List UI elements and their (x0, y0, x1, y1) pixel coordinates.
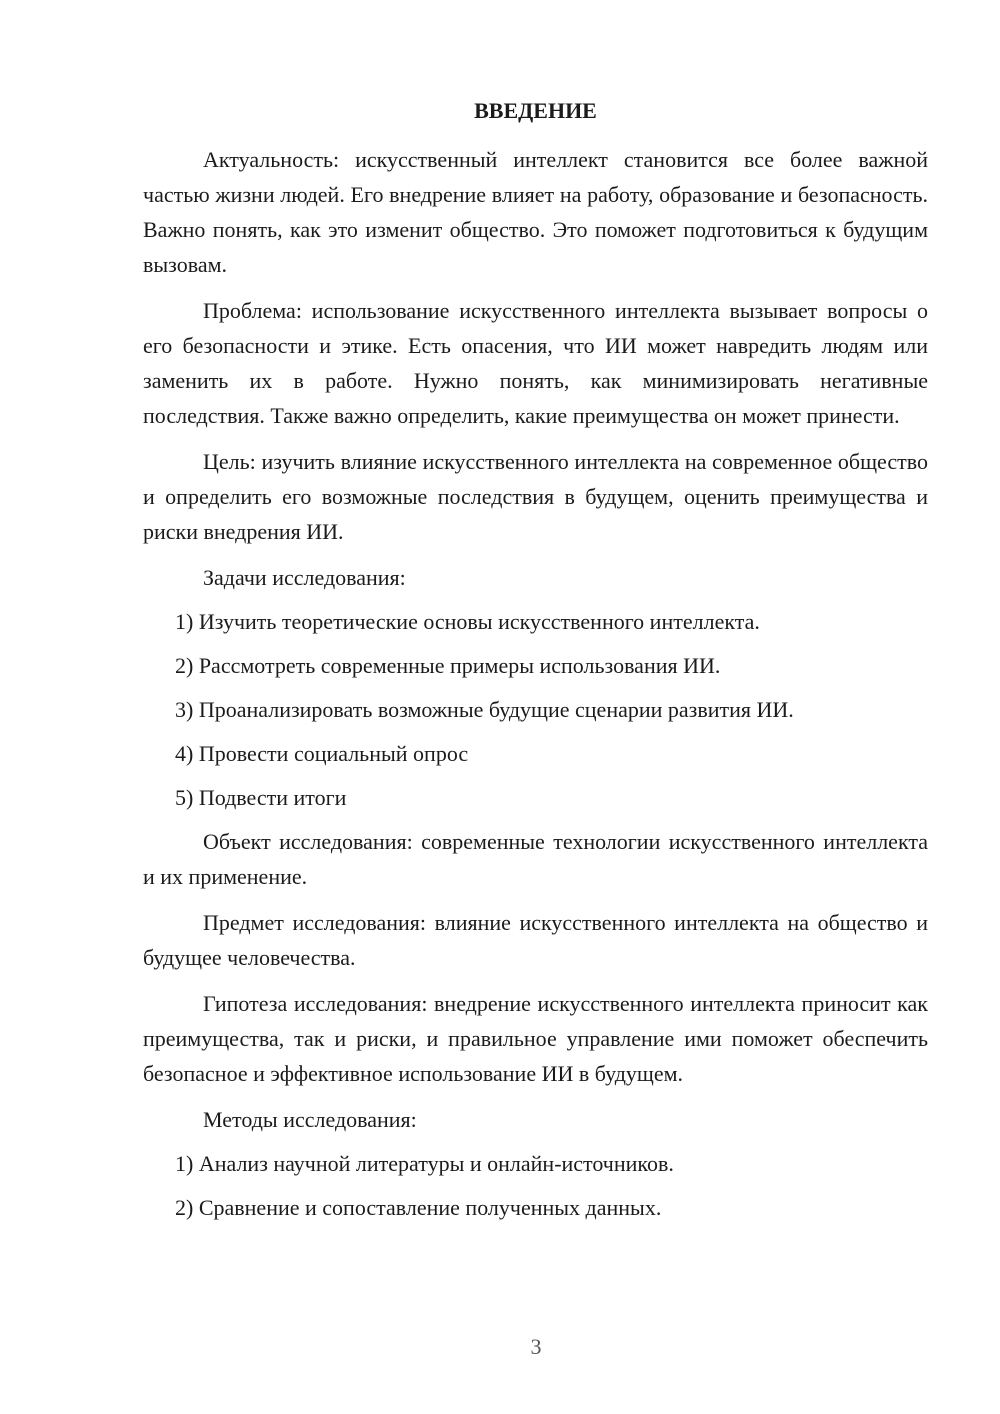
subject-paragraph: Предмет исследования: влияние искусственного интеллекта на общество и будущее человечества. (143, 910, 928, 970)
page-number: 3 (530, 1334, 542, 1359)
list-item: 1) Анализ научной литературы и онлайн-источников. (175, 1151, 674, 1176)
tasks-list (143, 604, 928, 815)
hypothesis-paragraph: Гипотеза исследования: внедрение искусственного интеллекта приносит как преимущества, так и риски, и правильное управление ими поможет обеспечить безопасное и эффективное использование ИИ в будущем. (143, 991, 928, 1086)
list-item: 2) Сравнение и сопоставление полученных данных. (175, 1195, 662, 1220)
problem-paragraph: Проблема: использование искусственного интеллекта вызывает вопросы о его безопасности и этике. Есть опасения, что ИИ может навредить людям или заменить их в работе. Нужно понять, как минимизировать негативные последствия. Также важно определить, какие преимущества он может принести. (143, 298, 928, 428)
list-item: 1) Изучить теоретические основы искусственного интеллекта. (175, 609, 760, 634)
document-page (143, 96, 928, 1234)
list-item: 2) Рассмотреть современные примеры использования ИИ. (175, 653, 721, 678)
page-title: ВВЕДЕНИЕ (474, 98, 597, 123)
list-item: 4) Провести социальный опрос (175, 741, 469, 766)
methods-list (143, 1146, 928, 1225)
tasks-title: Задачи исследования: (203, 565, 406, 590)
object-paragraph: Объект исследования: современные технологии искусственного интеллекта и их применение. (143, 829, 928, 889)
methods-title: Методы исследования: (203, 1107, 417, 1132)
goal-paragraph: Цель: изучить влияние искусственного интеллекта на современное общество и определить его возможные последствия в будущем, оценить преимущества и риски внедрения ИИ. (143, 449, 928, 544)
list-item: 5) Подвести итоги (175, 785, 347, 810)
relevance-paragraph: Актуальность: искусственный интеллект становится все более важной частью жизни людей. Его внедрение влияет на работу, образование и безопасность. Важно понять, как это изменит общество. Это поможет подготовиться к будущим вызовам. (143, 147, 928, 277)
list-item: 3) Проанализировать возможные будущие сценарии развития ИИ. (175, 697, 794, 722)
